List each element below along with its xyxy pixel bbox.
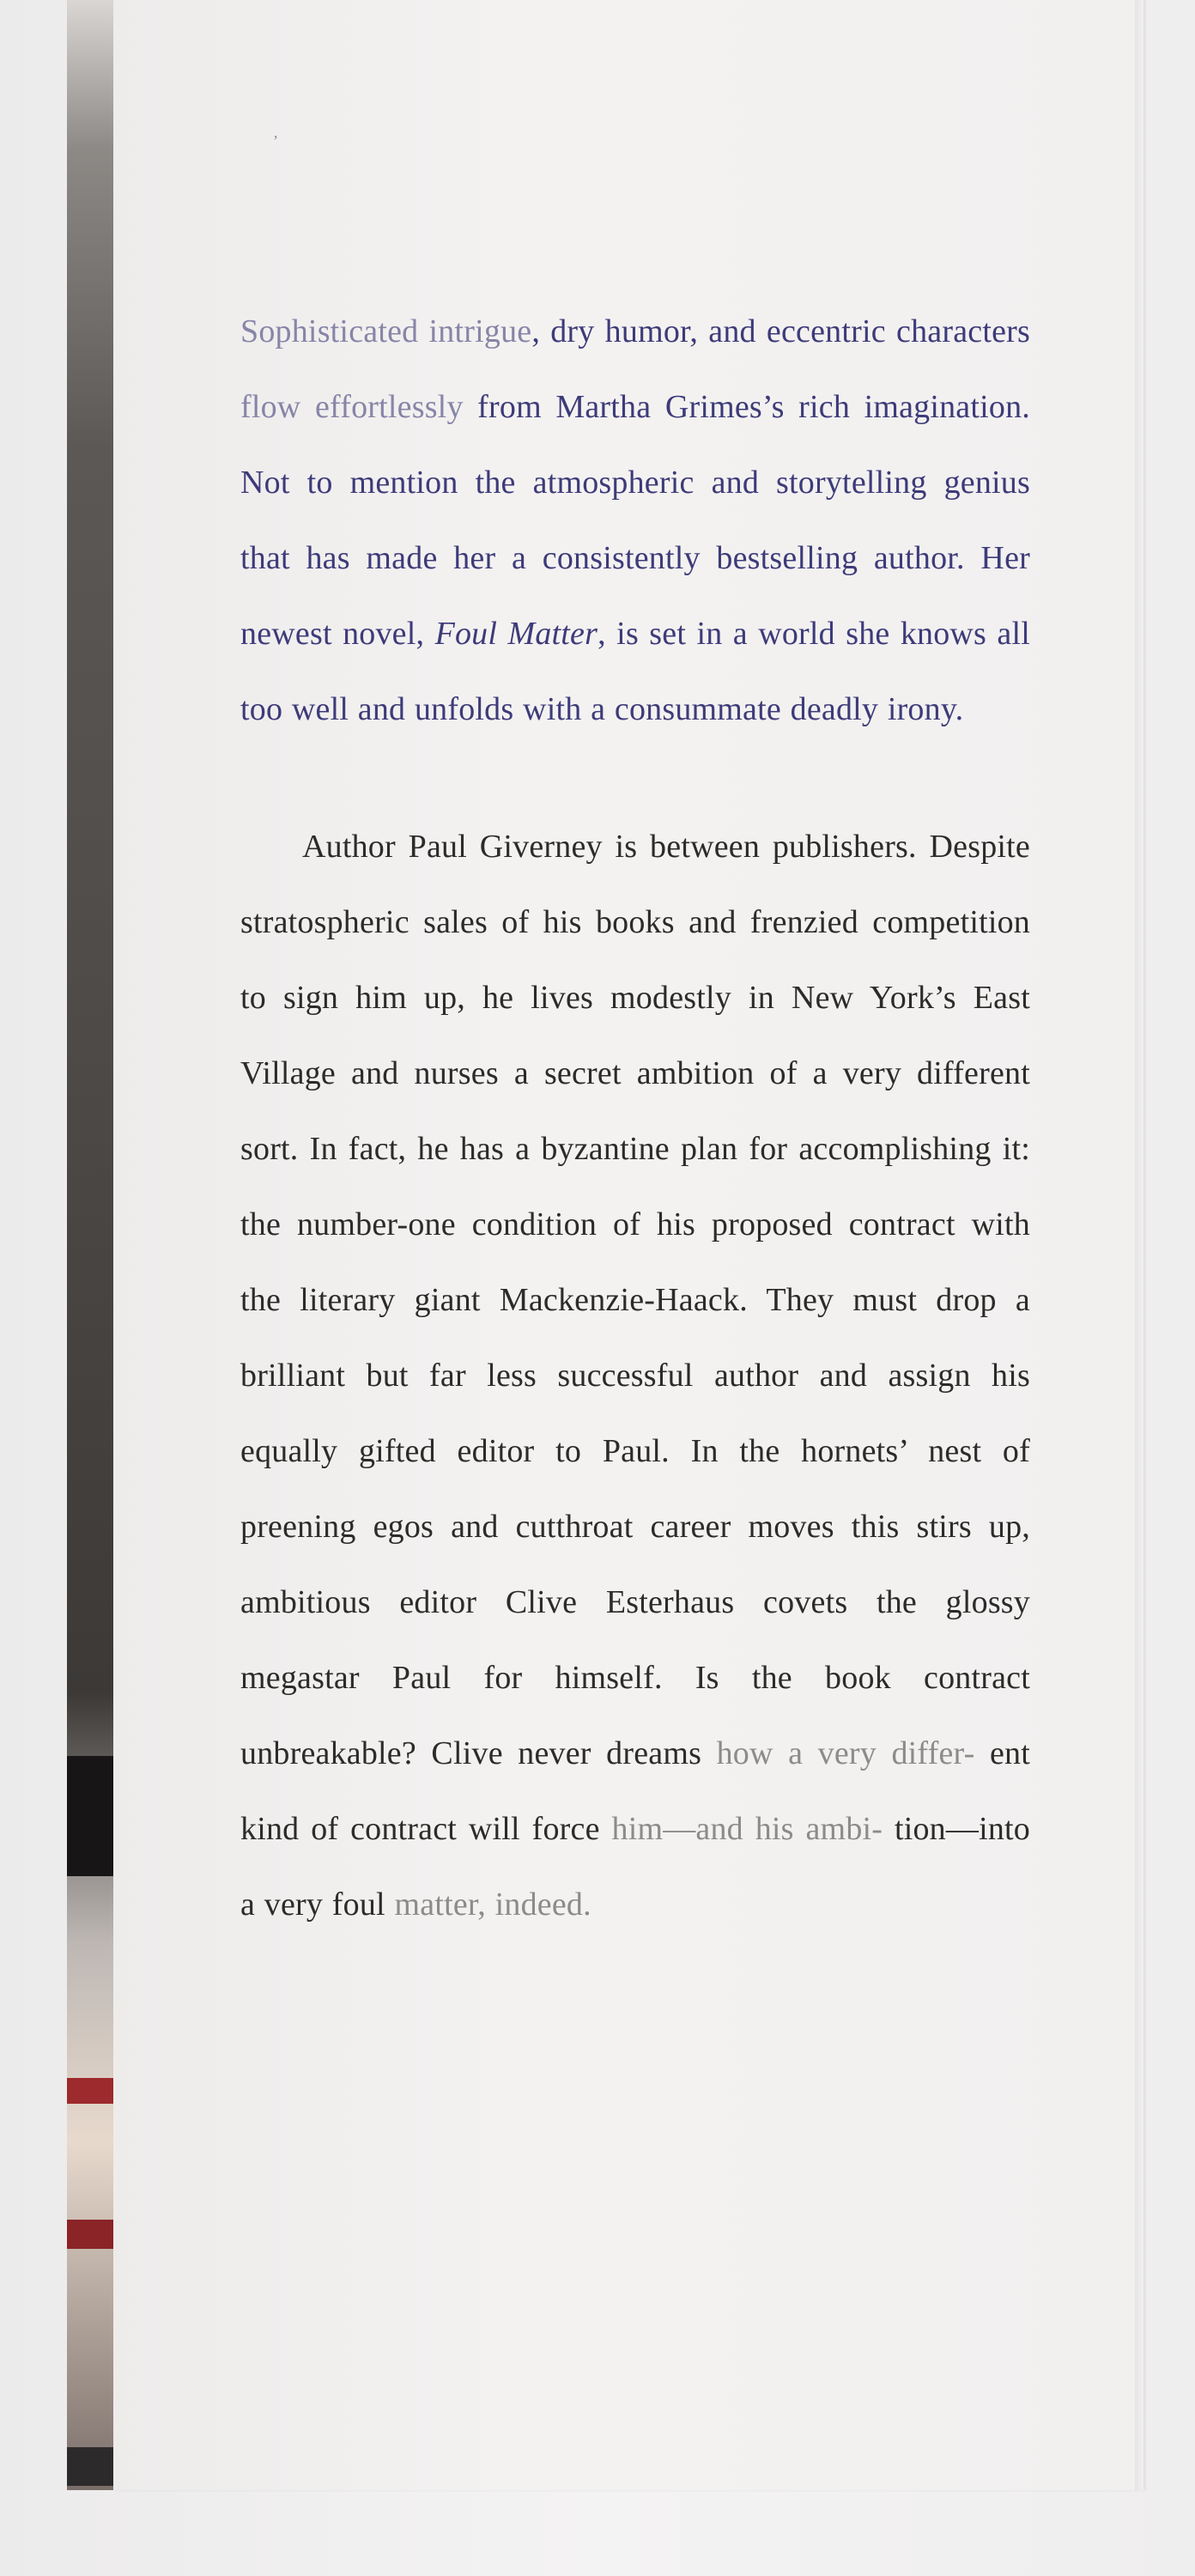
- body-text-mid: ent kind of contract will force: [240, 1735, 1030, 1847]
- page-mark-icon: ’: [273, 132, 278, 149]
- lead-text-faded-1: Sophisticated intrigue: [240, 313, 532, 349]
- left-edge-dark-strip-2: [67, 2447, 115, 2486]
- lead-text-faded-3: flow effortlessly: [240, 389, 464, 425]
- body-text-faded-2: him—and his ambi-: [611, 1811, 883, 1847]
- body-text-end: tion—into a very foul: [240, 1811, 1030, 1923]
- left-book-edge: [67, 0, 115, 2490]
- body-text-faded-1: how a very differ-: [716, 1735, 975, 1771]
- book-title: Foul Matter: [434, 616, 598, 652]
- body-text-main: Author Paul Giverney is between publishers. Despite stratospheric sales of his books and frenzied competition to sign him up, he lives modestly in New York’s East Village and nurses a secret ambition of a very different sort. In fact, he has a byzantine plan for accomplishing it: the number-one condition of his proposed contract with the literary giant Mackenzie-Haack. They must drop a brilliant but far less successful author and assign his equally gifted editor to Paul. In the hornets’ nest of preening egos and cutthroat career moves this stirs up, ambitious editor Clive Esterhaus covets the glossy megastar Paul for himself. Is the book contract unbreakable? Clive never dreams: [240, 829, 1030, 1771]
- book-jacket-flap: [113, 0, 1143, 2490]
- flap-copy: [240, 294, 1030, 1942]
- lead-text-2: , dry humor, and eccentric characters: [531, 313, 1030, 349]
- lead-text-4: from Martha Grimes’s rich imagination. Not to mention the atmospheric and storytelling genius that has made her a consistently bestselling author. Her newest novel,: [240, 389, 1030, 652]
- body-text-faded-3: matter, indeed.: [394, 1886, 591, 1923]
- left-edge-dark-strip: [67, 1756, 115, 1876]
- body-paragraph: [240, 809, 1030, 1942]
- lead-paragraph: [240, 294, 1030, 747]
- lead-text-5: , is set in a world she knows all too well and unfolds with a consummate deadly irony.: [240, 616, 1030, 727]
- left-edge-red-strip-2: [67, 2220, 115, 2249]
- page-fold: [1135, 0, 1143, 2490]
- left-edge-red-strip: [67, 2078, 115, 2104]
